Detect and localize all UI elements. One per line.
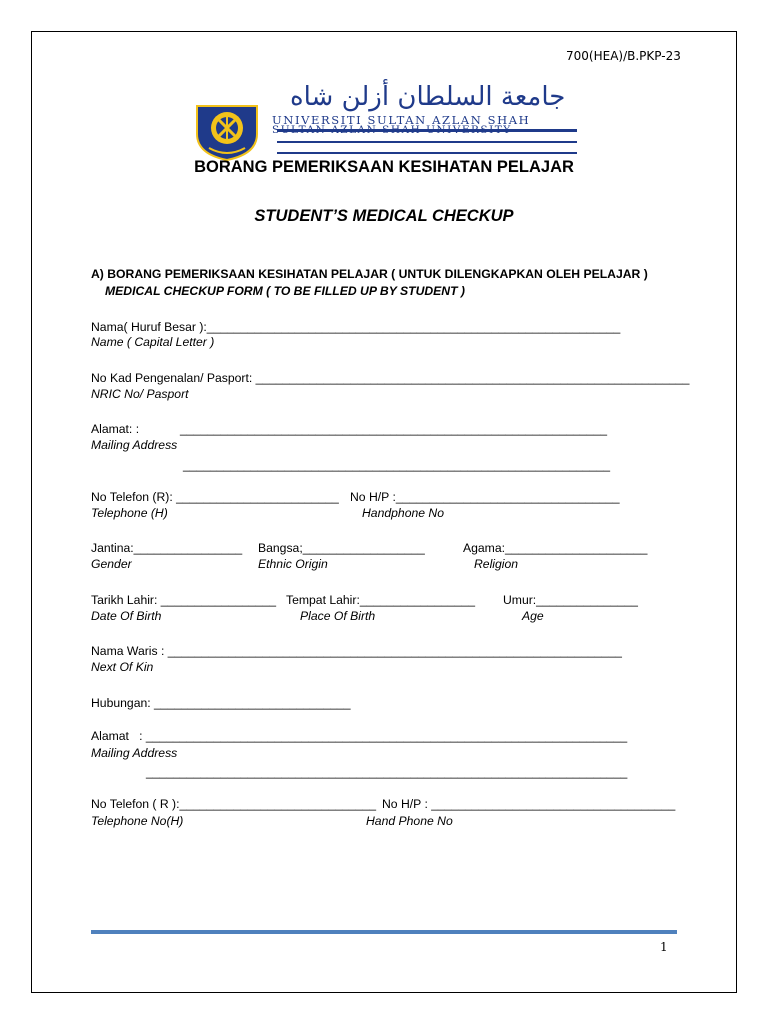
ethnic-origin-field[interactable]: Bangsa;__________________ [258, 541, 425, 555]
section-a-heading: A) BORANG PEMERIKSAAN KESIHATAN PELAJAR ( UNTUK DILENGKAPKAN OLEH PELAJAR ) [91, 267, 648, 281]
date-of-birth-label-en: Date Of Birth [91, 609, 162, 623]
name-field-label-en: Name ( Capital Letter ) [91, 335, 215, 349]
next-of-kin-field[interactable]: Nama Waris : ___________________________________________________________________ [91, 644, 622, 658]
form-title-english: STUDENT’S MEDICAL CHECKUP [254, 207, 514, 225]
name-field[interactable]: Nama( Huruf Besar ):_____________________________________________________________ [91, 320, 621, 334]
address-field-label-en: Mailing Address [91, 438, 178, 452]
logo-english-name: SULTAN AZLAN SHAH UNIVERSITY [272, 124, 512, 136]
university-logo [180, 82, 570, 144]
place-of-birth-field[interactable]: Tempat Lahir:_________________ [286, 593, 476, 607]
kin-handphone-label-en: Hand Phone No [366, 814, 453, 828]
handphone-field[interactable]: No H/P :_________________________________ [350, 490, 620, 504]
handphone-label-en: Handphone No [362, 506, 444, 520]
form-title-malay: BORANG PEMERIKSAAN KESIHATAN PELAJAR [194, 158, 574, 176]
gender-field[interactable]: Jantina:________________ [91, 541, 243, 555]
place-of-birth-label-en: Place Of Birth [300, 609, 376, 623]
age-label-en: Age [522, 609, 544, 623]
nric-field-label-en: NRIC No/ Pasport [91, 387, 189, 401]
ethnic-origin-label-en: Ethnic Origin [258, 557, 328, 571]
gender-label-en: Gender [91, 557, 132, 571]
relationship-field[interactable]: Hubungan: _____________________________ [91, 696, 351, 710]
section-a-subheading: MEDICAL CHECKUP FORM ( TO BE FILLED UP BY STUDENT ) [105, 284, 465, 298]
page-number: 1 [660, 940, 668, 954]
logo-arabic-text: جامعة السلطان أزلن شاه [290, 82, 566, 112]
date-of-birth-field[interactable]: Tarikh Lahir: _________________ [91, 593, 276, 607]
kin-address-field-line-2[interactable]: _______________________________________________________________________ [146, 765, 628, 779]
address-field-label: Alamat: : [91, 422, 140, 436]
nric-field[interactable]: No Kad Pengenalan/ Pasport: ________________________________________________________________ [91, 371, 690, 385]
next-of-kin-label-en: Next Of Kin [91, 660, 154, 674]
home-phone-field[interactable]: No Telefon (R): ________________________ [91, 490, 339, 504]
age-field[interactable]: Umur:_______________ [503, 593, 638, 607]
kin-address-label-en: Mailing Address [91, 746, 178, 760]
religion-label-en: Religion [474, 557, 519, 571]
kin-address-field-line-1[interactable]: Alamat : _______________________________________________________________________ [91, 729, 628, 743]
form-reference-code: 700(HEA)/B.PKP-23 [566, 49, 681, 63]
footer-rule [91, 930, 677, 934]
religion-field[interactable]: Agama:_____________________ [463, 541, 648, 555]
logo-malay-name: UNIVERSITI SULTAN AZLAN SHAH [272, 113, 531, 127]
home-phone-label-en: Telephone (H) [91, 506, 168, 520]
address-field-line-1[interactable]: _______________________________________________________________ [180, 422, 608, 436]
address-field-line-2[interactable]: _______________________________________________________________ [183, 458, 611, 472]
kin-handphone-field[interactable]: No H/P : ____________________________________ [382, 797, 676, 811]
kin-home-phone-field[interactable]: No Telefon ( R ):_____________________________ [91, 797, 377, 811]
kin-home-phone-label-en: Telephone No(H) [91, 814, 184, 828]
